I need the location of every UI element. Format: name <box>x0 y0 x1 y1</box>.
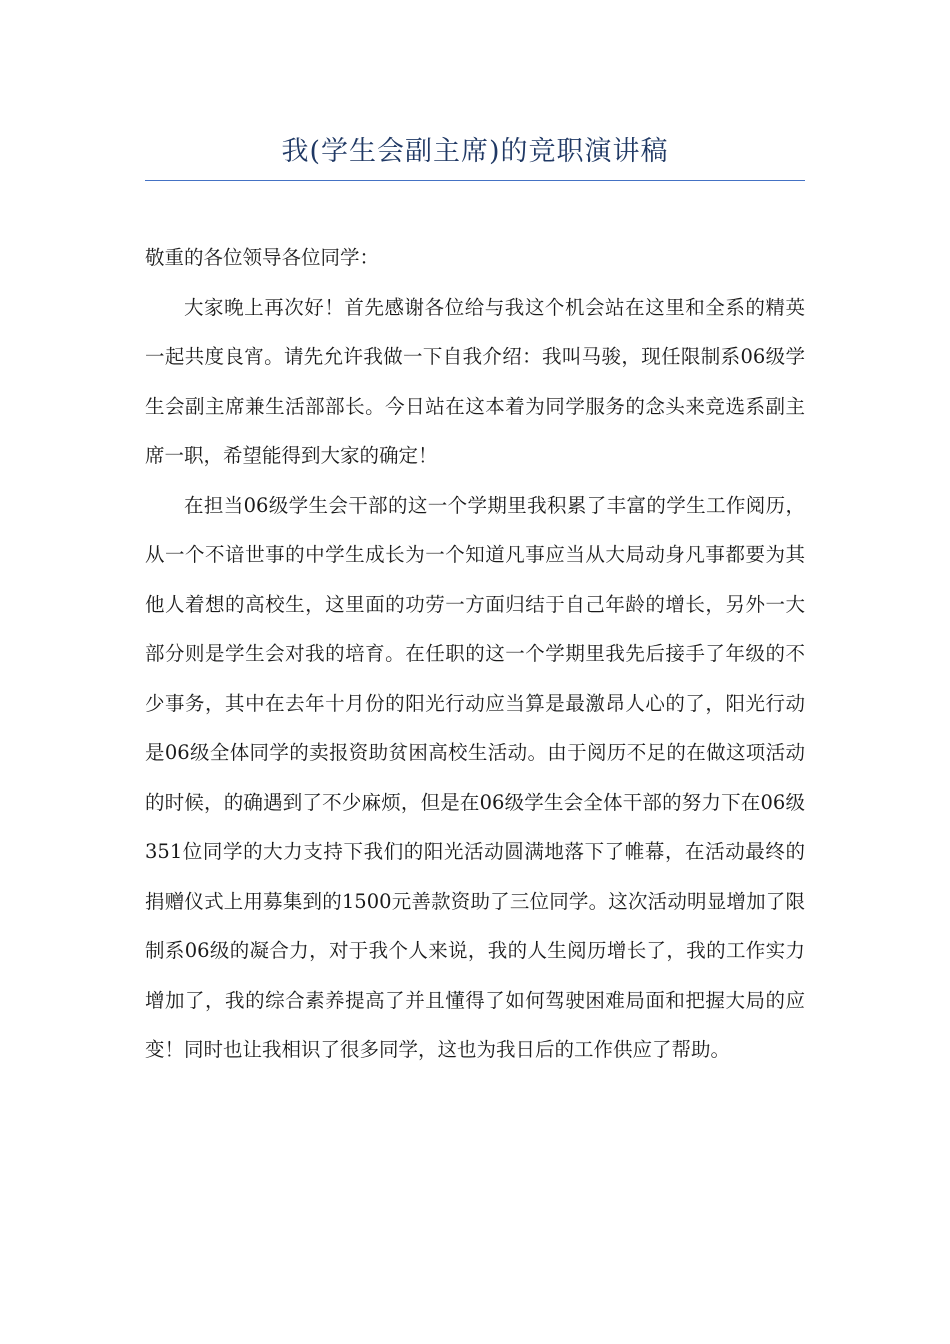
paragraph-1: 大家晚上再次好！首先感谢各位给与我这个机会站在这里和全系的精英一起共度良宵。请先允许我做一下自我介绍：我叫马骏，现任限制系06级学生会副主席兼生活部部长。今日站在这本着为同学服务的念头来竞选系副主席一职，希望能得到大家的确定！ <box>145 295 805 467</box>
salutation: 敬重的各位领导各位同学： <box>145 246 380 269</box>
document-body <box>145 233 805 1075</box>
title-underline <box>145 180 805 181</box>
paragraph-2: 在担当06级学生会干部的这一个学期里我积累了丰富的学生工作阅历，从一个不谙世事的中学生成长为一个知道凡事应当从大局动身凡事都要为其他人着想的高校生，这里面的功劳一方面归结于自己年龄的增长，另外一大部分则是学生会对我的培育。在任职的这一个学期里我先后接手了年级的不少事务，其中在去年十月份的阳光行动应当算是最激昂人心的了，阳光行动是06级全体同学的卖报资助贫困高校生活动。由于阅历不足的在做这项活动的时候，的确遇到了不少麻烦，但是在06级学生会全体干部的努力下在06级351位同学的大力支持下我们的阳光活动圆满地落下了帷幕，在活动最终的捐赠仪式上用募集到的1500元善款资助了三位同学。这次活动明显增加了限制系06级的凝合力，对于我个人来说，我的人生阅历增长了，我的工作实力增加了，我的综合素养提高了并且懂得了如何驾驶困难局面和把握大局的应变！同时也让我相识了很多同学，这也为我日后的工作供应了帮助。 <box>145 493 805 1061</box>
document-title: 我(学生会副主席)的竞职演讲稿 <box>281 136 669 167</box>
